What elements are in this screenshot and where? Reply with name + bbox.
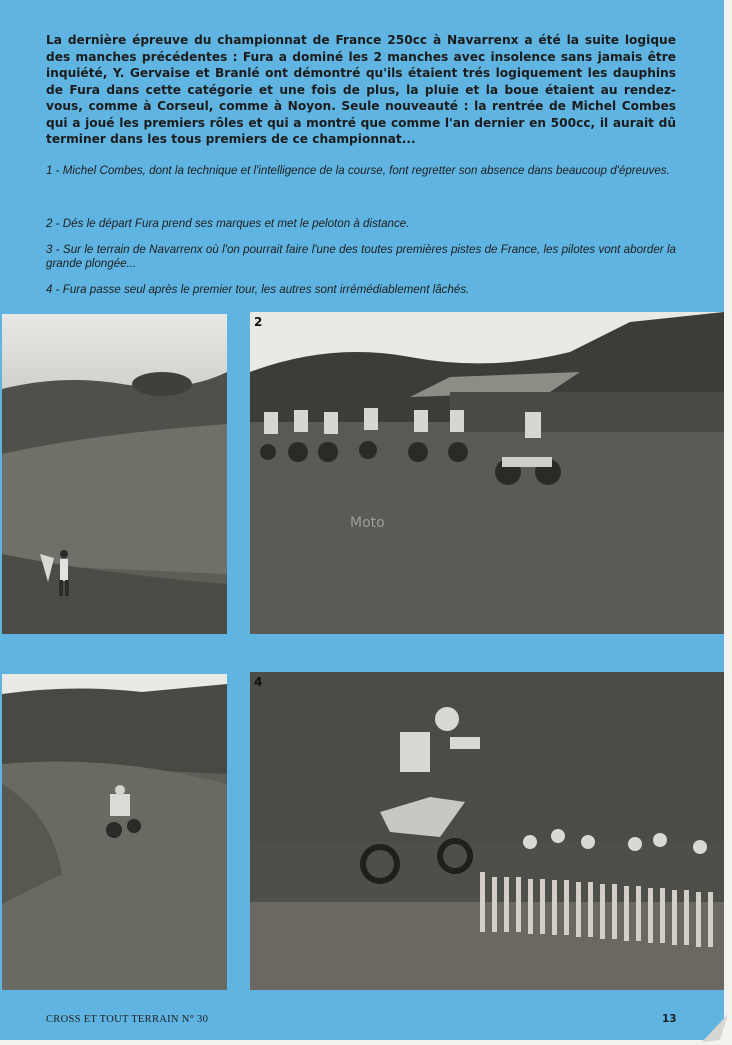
- caption-2: 2 - Dés le départ Fura prend ses marques et met le peloton à distance.: [46, 217, 410, 230]
- photo-jump-image: [250, 672, 724, 990]
- caption-4: 4 - Fura passe seul après le premier tour, les autres sont irrémédiablement lâchés.: [46, 283, 470, 296]
- photo-descent-image: [2, 674, 227, 990]
- photo-number-4: 4: [254, 675, 263, 689]
- footer-magazine-title: CROSS ET TOUT TERRAIN N° 30: [46, 1014, 209, 1025]
- caption-3: 3 - Sur le terrain de Navarrenx où l'on pourrait faire l'une des toutes premières pistes de France, les pilotes vont aborder la grande plongée...: [46, 243, 676, 270]
- photo-hillside-marshal: [2, 314, 227, 634]
- photo-start-peloton-image: [250, 312, 724, 634]
- photo-start-peloton: [250, 312, 724, 634]
- photo-descent: [2, 674, 227, 990]
- footer-page-number: 13: [662, 1013, 677, 1025]
- photo-number-2: 2: [254, 315, 263, 329]
- photo-jump: [250, 672, 724, 990]
- page-curl-corner: [700, 1010, 732, 1045]
- photo-hillside-marshal-image: [2, 314, 227, 634]
- intro-paragraph: La dernière épreuve du championnat de France 250cc à Navarrenx a été la suite logique des manches précédentes : Fura a dominé les 2 manches avec insolence sans jamais être inquiété, Y. Gervaise et Branlé ont démontré qu'ils étaient trés logiquement les dauphins de Fura dans cette catégorie et une fois de plus, la pluie et la boue étaient au rendez-vous, comme à Corseul, comme à Noyon. Seule nouveauté : la rentrée de Michel Combes qui a joué les premiers rôles et qui a montré que comme l'an dernier en 500cc, il aurait dû terminer dans les tous premiers de ce championnat...: [46, 33, 676, 146]
- caption-1: 1 - Michel Combes, dont la technique et l'intelligence de la course, font regretter son absence dans beaucoup d'épreuves.: [46, 164, 670, 177]
- svg-text:Moto: Moto: [350, 515, 385, 531]
